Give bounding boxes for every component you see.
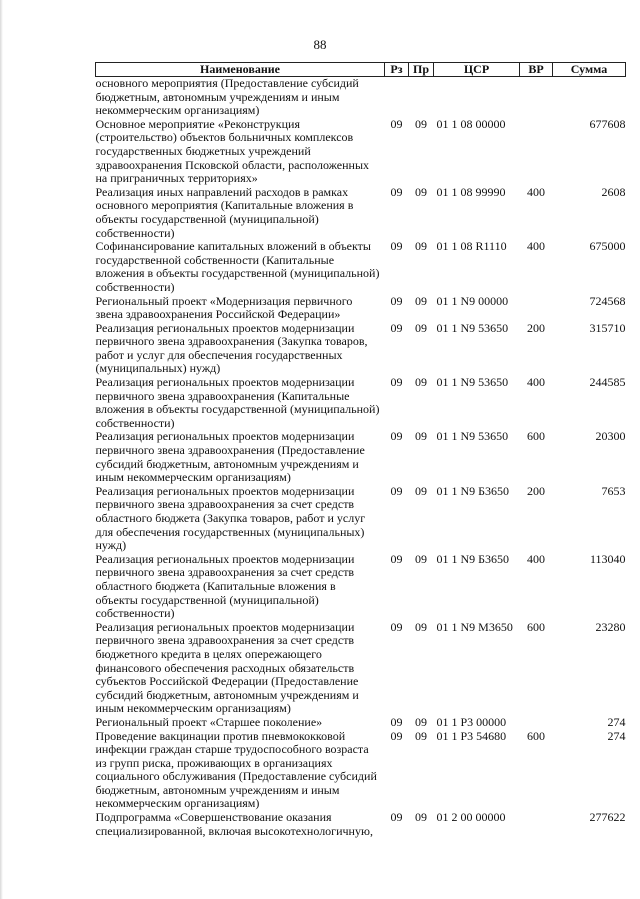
cell-vr: 200 <box>527 483 545 498</box>
cell-sum: 23280 <box>595 619 626 634</box>
budget-table <box>95 62 626 838</box>
cell-vr <box>520 118 553 186</box>
table-row <box>96 553 626 621</box>
cell-csr: 01 1 P3 00000 <box>436 714 507 729</box>
table-header-row <box>96 63 626 77</box>
cell-name: Реализация региональных проектов модернизации первичного звена здравоохранения (Предоставление субсидий бюджетным, автономным учреждениям и иным некоммерческим организациям) <box>95 429 365 485</box>
cell-csr: 01 1 08 R1110 <box>436 239 507 254</box>
header-rz: Рз <box>385 63 409 77</box>
table-body <box>96 77 626 839</box>
cell-name: Реализация региональных проектов модернизации первичного звена здравоохранения за счет средств областного бюджета (Капитальные вложения в объекты государственной (муниципальной) собственности) <box>95 551 355 621</box>
cell-csr: 01 2 00 00000 <box>436 810 506 825</box>
cell-sum: 675000 <box>589 239 626 254</box>
cell-pr: 09 <box>415 429 427 444</box>
cell-name: Софинансирование капитальных вложений в объекты государственной собственности (Капитальные вложения в объекты государственной (муниципальной) собственности) <box>95 239 380 294</box>
cell-name: Реализация региональных проектов модернизации первичного звена здравоохранения (Капитальные вложения в объекты государственной (муниципальной) собственности) <box>95 375 380 430</box>
cell-vr: 600 <box>527 728 545 743</box>
cell-csr: 01 1 P3 54680 <box>436 728 507 743</box>
header-sum: Сумма <box>553 63 626 77</box>
table-row <box>96 186 626 240</box>
cell-vr: 400 <box>527 375 545 390</box>
table-row <box>96 811 626 838</box>
table-row <box>96 322 626 376</box>
cell-vr: 600 <box>527 619 545 634</box>
cell-csr: 01 1 08 99990 <box>436 184 506 199</box>
cell-csr: 01 1 N9 Б3650 <box>436 551 510 566</box>
cell-sum: 274 <box>607 714 626 729</box>
page-number: 88 <box>313 37 327 52</box>
cell-rz: 09 <box>390 728 403 743</box>
cell-csr: 01 1 N9 00000 <box>436 293 509 308</box>
cell-pr: 09 <box>415 184 427 199</box>
cell-pr: 09 <box>415 810 427 825</box>
cell-vr: 600 <box>527 429 545 444</box>
cell-name: Подпрограмма «Совершенствование оказания специализированной, включая высокотехнологичную, <box>95 810 373 838</box>
cell-name: Региональный проект «Модернизация первичного звена здравоохранения Российской Федерации» <box>95 293 353 322</box>
cell-rz: 09 <box>390 239 403 254</box>
table-row <box>96 295 626 322</box>
cell-sum: 277622 <box>589 810 626 825</box>
cell-name: Основное мероприятие «Реконструкция (строительство) объектов больничных комплексов государственных бюджетных учреждений здравоохранения Псковской области, расположенных на приграничных территориях» <box>95 116 370 186</box>
table-row <box>96 376 626 430</box>
cell-name: Региональный проект «Старшее поколение» <box>95 714 323 729</box>
cell-pr: 09 <box>415 483 427 498</box>
cell-vr <box>520 295 553 322</box>
cell-pr: 09 <box>415 619 427 634</box>
cell-rz: 09 <box>390 375 403 390</box>
header-csr: ЦСР <box>434 63 520 77</box>
cell-rz: 09 <box>390 619 403 634</box>
cell-sum: 244585 <box>589 375 626 390</box>
cell-sum: 274 <box>607 728 626 743</box>
cell-sum: 113040 <box>589 551 626 566</box>
table-row <box>96 430 626 484</box>
table-row <box>96 77 626 118</box>
table-row <box>96 716 626 730</box>
cell-csr: 01 1 N9 53650 <box>436 429 509 444</box>
cell-rz: 09 <box>390 483 403 498</box>
cell-pr <box>409 77 434 118</box>
cell-pr: 09 <box>415 728 427 743</box>
table-row <box>96 240 626 294</box>
cell-sum: 20300 <box>595 429 626 444</box>
cell-rz: 09 <box>390 116 403 131</box>
header-pr: Пр <box>409 63 434 77</box>
cell-pr: 09 <box>415 714 427 729</box>
cell-sum: 315710 <box>589 320 626 335</box>
cell-vr <box>520 77 553 118</box>
cell-vr: 400 <box>527 551 545 566</box>
cell-name: Реализация региональных проектов модернизации первичного звена здравоохранения (Закупка товаров, работ и услуг для обеспечения государственных (муниципальных) нужд) <box>95 320 368 376</box>
cell-vr: 400 <box>527 239 545 254</box>
table-row <box>96 118 626 186</box>
cell-sum: 724568 <box>589 293 626 308</box>
cell-rz: 09 <box>390 429 403 444</box>
cell-csr: 01 1 N9 М3650 <box>436 619 513 634</box>
cell-sum <box>553 77 626 118</box>
header-name: Наименование <box>96 63 385 77</box>
cell-vr: 400 <box>527 184 545 199</box>
cell-rz: 09 <box>390 320 403 335</box>
table-row <box>96 485 626 553</box>
cell-vr <box>520 811 553 838</box>
cell-csr: 01 1 N9 Б3650 <box>436 483 510 498</box>
table-row <box>96 621 626 716</box>
cell-rz: 09 <box>390 293 403 308</box>
cell-name: Реализация региональных проектов модернизации первичного звена здравоохранения за счет средств областного бюджета (Закупка товаров, работ и услуг для обеспечения государственных (муниципальных) нужд) <box>95 483 366 553</box>
cell-pr: 09 <box>415 116 427 131</box>
scan-edge <box>0 0 3 899</box>
cell-pr: 09 <box>415 320 427 335</box>
cell-csr: 01 1 08 00000 <box>436 116 506 131</box>
cell-sum: 2608 <box>601 184 626 199</box>
cell-vr: 200 <box>527 320 545 335</box>
cell-csr: 01 1 N9 53650 <box>436 375 509 390</box>
cell-pr: 09 <box>415 293 427 308</box>
cell-csr: 01 1 N9 53650 <box>436 320 509 335</box>
cell-rz: 09 <box>390 184 403 199</box>
cell-rz: 09 <box>390 810 403 825</box>
cell-name: Реализация иных направлений расходов в рамках основного мероприятия (Капитальные вложения в объекты государственной (муниципальной) собственности) <box>95 184 354 240</box>
cell-pr: 09 <box>415 375 427 390</box>
cell-vr <box>520 716 553 730</box>
cell-name: Реализация региональных проектов модернизации первичного звена здравоохранения за счет средств бюджетного кредита в целях опережающего финансового обеспечения расходных обязательств субъектов Российской Федерации (Предоставление субсидий бюджетным, автономным учреждениям и иным некоммерческим организациям) <box>95 619 359 716</box>
header-vr: ВР <box>520 63 553 77</box>
table-row <box>96 730 626 812</box>
cell-name: Проведение вакцинации против пневмококковой инфекции граждан старше трудоспособного возраста из групп риска, проживающих в организациях социального обслуживания (Предоставление субсидий бюджетным, автономным учреждениям и иным некоммерческим организациям) <box>95 728 377 811</box>
cell-name: основного мероприятия (Предоставление субсидий бюджетным, автономным учреждениям и иным некоммерческим организациям) <box>95 76 359 118</box>
cell-pr: 09 <box>415 239 427 254</box>
cell-pr: 09 <box>415 551 427 566</box>
cell-sum: 677608 <box>589 116 626 131</box>
cell-sum: 7653 <box>601 483 626 498</box>
cell-rz: 09 <box>390 551 403 566</box>
cell-csr <box>434 77 520 118</box>
cell-rz <box>385 77 409 118</box>
cell-rz: 09 <box>390 714 403 729</box>
